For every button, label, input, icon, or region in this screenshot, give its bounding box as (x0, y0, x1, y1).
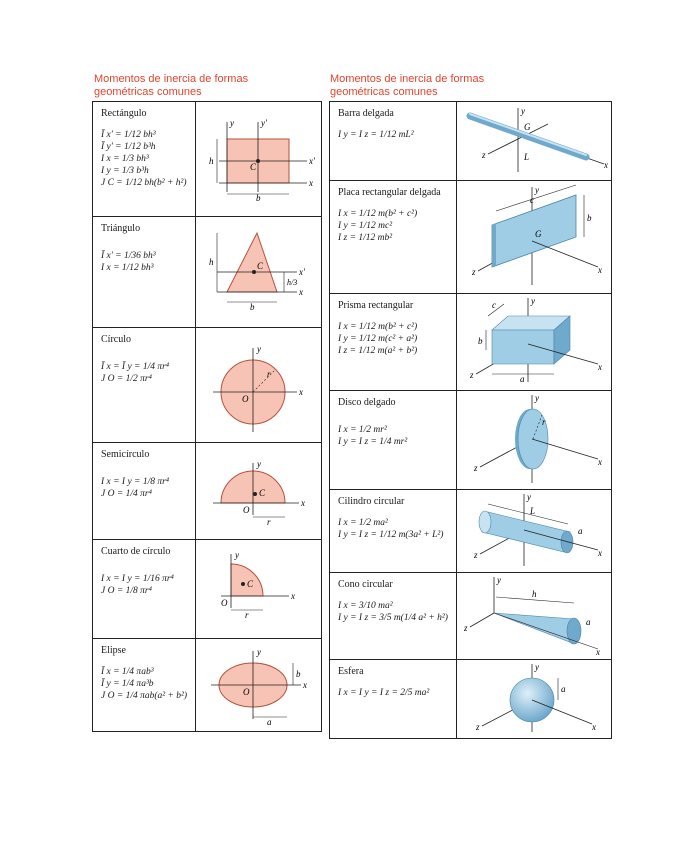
plate-face (492, 195, 576, 267)
shape-name: Semicírculo (101, 449, 150, 460)
label-h: h (208, 257, 213, 267)
formula: I y = 1/12 m(c² + a²) (338, 333, 418, 344)
label-z: z (475, 722, 480, 732)
label-z: z (469, 370, 474, 380)
label-y: y (534, 393, 539, 403)
left-heading-line-2: geométricas comunes (94, 86, 202, 98)
formula: I y = 1/3 b³h (101, 166, 149, 177)
formula: Ī y = 1/4 πa³b (101, 678, 154, 689)
label-y: y (526, 492, 531, 502)
label-h: h (531, 589, 536, 599)
label-x: x (300, 498, 305, 508)
left-heading (94, 73, 248, 99)
label-a: a (266, 717, 271, 727)
shape-name: Cono circular (338, 579, 393, 590)
label-c: C (256, 261, 263, 271)
triangle-shape (227, 233, 277, 292)
label-r: r (266, 517, 271, 527)
label-r: r (541, 417, 546, 427)
label-r: r (266, 369, 271, 379)
label-a: a (560, 684, 565, 694)
label-x: x (290, 591, 295, 601)
label-y: y (229, 118, 234, 128)
label-o: O (220, 598, 227, 608)
label-y: y (256, 459, 261, 469)
label-o: O (242, 505, 249, 515)
label-b: b (255, 193, 260, 203)
formula: I x = 1/12 m(b² + c²) (338, 208, 418, 219)
label-y: y (256, 344, 261, 354)
plate-edge (492, 223, 496, 267)
cone-body (494, 613, 574, 643)
label-x: x (308, 178, 313, 188)
label-z: z (473, 463, 478, 473)
shape-name: Círculo (101, 334, 131, 345)
label-y: y (534, 662, 539, 672)
label-x: x (298, 287, 303, 297)
centroid-dot (252, 270, 256, 274)
right-heading (330, 73, 484, 99)
label-g: G (523, 122, 530, 132)
solid-bodies-table (329, 101, 612, 739)
shape-name: Elipse (101, 645, 126, 656)
label-c: c (491, 300, 496, 310)
body-row-circular-cone (330, 573, 612, 660)
label-y: y (234, 550, 239, 560)
formula: I x = 1/2 ma² (338, 517, 388, 528)
label-x: x (597, 548, 602, 558)
label-x: x (298, 387, 303, 397)
label-a: a (585, 617, 590, 627)
plane-shapes-table (92, 101, 322, 732)
formula: Ī x = Ī y = 1/4 πr⁴ (101, 361, 170, 372)
x-axis (532, 241, 598, 267)
label-a: a (577, 526, 582, 536)
label-y: y (520, 106, 525, 116)
label-b: b (477, 336, 482, 346)
thin-disk-figure (458, 391, 611, 488)
formula: I z = 1/12 mb² (338, 232, 393, 243)
prism-front (492, 330, 554, 364)
formula: I x = 1/12 m(b² + c²) (338, 321, 418, 332)
label-c: C (258, 488, 265, 498)
circular-cylinder-figure (458, 490, 611, 571)
body-row-rectangular-prism (330, 294, 612, 391)
formula: J C = 1/12 bh(b² + h²) (101, 178, 187, 189)
label-y: y (256, 647, 261, 657)
formula: I x = 1/12 bh³ (101, 262, 154, 273)
label-z: z (473, 550, 478, 560)
centroid-dot (253, 492, 257, 496)
label-z: z (463, 623, 468, 633)
label-g: G (534, 229, 541, 239)
shape-name: Barra delgada (338, 108, 394, 119)
formula: I y = I z = 1/12 mL² (338, 129, 414, 140)
formula: I z = 1/12 m(a² + b²) (338, 345, 418, 356)
formula: I y = I z = 3/5 m(1/4 a² + h²) (338, 612, 448, 623)
rectangle-figure (197, 102, 321, 215)
label-x: x (595, 647, 600, 657)
formula: I x = 1/2 mr² (338, 424, 387, 435)
body-row-circular-cylinder (330, 490, 612, 573)
formula: I y = 1/12 mc² (338, 220, 393, 231)
formula: J O = 1/4 πab(a² + b²) (101, 690, 188, 701)
shape-row-ellipse (93, 639, 322, 732)
label-l: L (529, 506, 535, 516)
label-x: x (597, 265, 602, 275)
formula: I x = 1/3 bh³ (101, 153, 149, 164)
label-x: x (591, 722, 596, 732)
formula: Ī x' = 1/12 bh³ (101, 129, 156, 140)
label-l: L (523, 152, 529, 162)
label-h3: h/3 (286, 278, 297, 287)
label-b: b (295, 669, 300, 679)
centroid-dot (241, 582, 245, 586)
label-x: x (597, 457, 602, 467)
label-a: a (519, 374, 524, 384)
shape-row-circle (93, 328, 322, 443)
label-o: O (242, 687, 249, 697)
label-x-prime: x' (298, 267, 305, 277)
label-x-prime: x' (308, 156, 315, 166)
formula: J O = 1/2 πr⁴ (101, 373, 152, 384)
label-h: h (208, 156, 213, 166)
left-heading-line-1: Momentos de inercia de formas (94, 73, 249, 85)
formula: Ī x = 1/4 πab³ (101, 666, 154, 677)
formula: I x = I y = 1/8 πr⁴ (101, 476, 170, 487)
rod-highlight (470, 114, 586, 155)
label-x: x (603, 160, 608, 170)
shape-name: Cilindro circular (338, 496, 405, 507)
body-row-thin-plate (330, 181, 612, 294)
shape-row-quarter-circle (93, 540, 322, 639)
shape-name: Disco delgado (338, 397, 396, 408)
label-b: b (586, 213, 591, 223)
shape-name: Esfera (338, 666, 364, 677)
circle-figure (197, 328, 321, 441)
formula: I x = I y = I z = 2/5 ma² (338, 687, 430, 698)
c-dimension (488, 304, 504, 316)
sphere-figure (458, 660, 611, 737)
formula: J O = 1/8 πr⁴ (101, 585, 152, 596)
label-z: z (471, 267, 476, 277)
label-x: x (597, 362, 602, 372)
label-c: C (246, 579, 253, 589)
semicircle-figure (197, 443, 321, 538)
shape-name: Prisma rectangular (338, 300, 414, 311)
ellipse-figure (197, 639, 321, 730)
shape-name: Placa rectangular delgada (338, 187, 441, 198)
formula: I x = 3/10 ma² (338, 600, 393, 611)
shape-row-semicircle (93, 443, 322, 540)
label-y-prime: y' (260, 118, 267, 128)
centroid-dot (256, 159, 260, 163)
formula: I y = I z = 1/4 mr² (338, 436, 408, 447)
formula: Ī x' = 1/36 bh³ (101, 250, 156, 261)
z-axis (470, 613, 494, 627)
formula: I y = I z = 1/12 m(3a² + L²) (338, 529, 444, 540)
body-row-sphere (330, 660, 612, 739)
slender-rod-figure (458, 102, 611, 179)
formula: I x = I y = 1/16 πr⁴ (101, 573, 174, 584)
formula: Ī y' = 1/12 b³h (101, 141, 156, 152)
label-c: C (249, 162, 256, 172)
cylinder-back-cap (479, 511, 491, 533)
label-y: y (534, 185, 539, 195)
circular-cone-figure (458, 573, 611, 658)
right-heading-line-1: Momentos de inercia de formas (330, 73, 485, 85)
body-row-slender-rod (330, 102, 612, 181)
label-y: y (530, 296, 535, 306)
rectangular-prism-figure (458, 294, 611, 389)
label-y: y (496, 575, 501, 585)
label-x: x (302, 680, 307, 690)
label-b: b (249, 302, 254, 312)
triangle-figure (197, 217, 321, 326)
right-heading-line-2: geométricas comunes (330, 86, 438, 98)
shape-name: Cuarto de círculo (101, 546, 171, 557)
label-o: O (241, 394, 248, 404)
shape-name: Triángulo (101, 223, 141, 234)
shape-name: Rectángulo (101, 108, 147, 119)
cone-base (567, 618, 581, 644)
label-r: r (244, 610, 249, 620)
shape-row-triangle (93, 217, 322, 328)
formula: J O = 1/4 πr⁴ (101, 488, 152, 499)
body-row-thin-disk (330, 391, 612, 490)
thin-plate-figure (458, 181, 611, 292)
label-z: z (481, 150, 486, 160)
quarter-circle-figure (197, 540, 321, 637)
shape-row-rectangle (93, 102, 322, 217)
label-c: c (529, 195, 534, 205)
